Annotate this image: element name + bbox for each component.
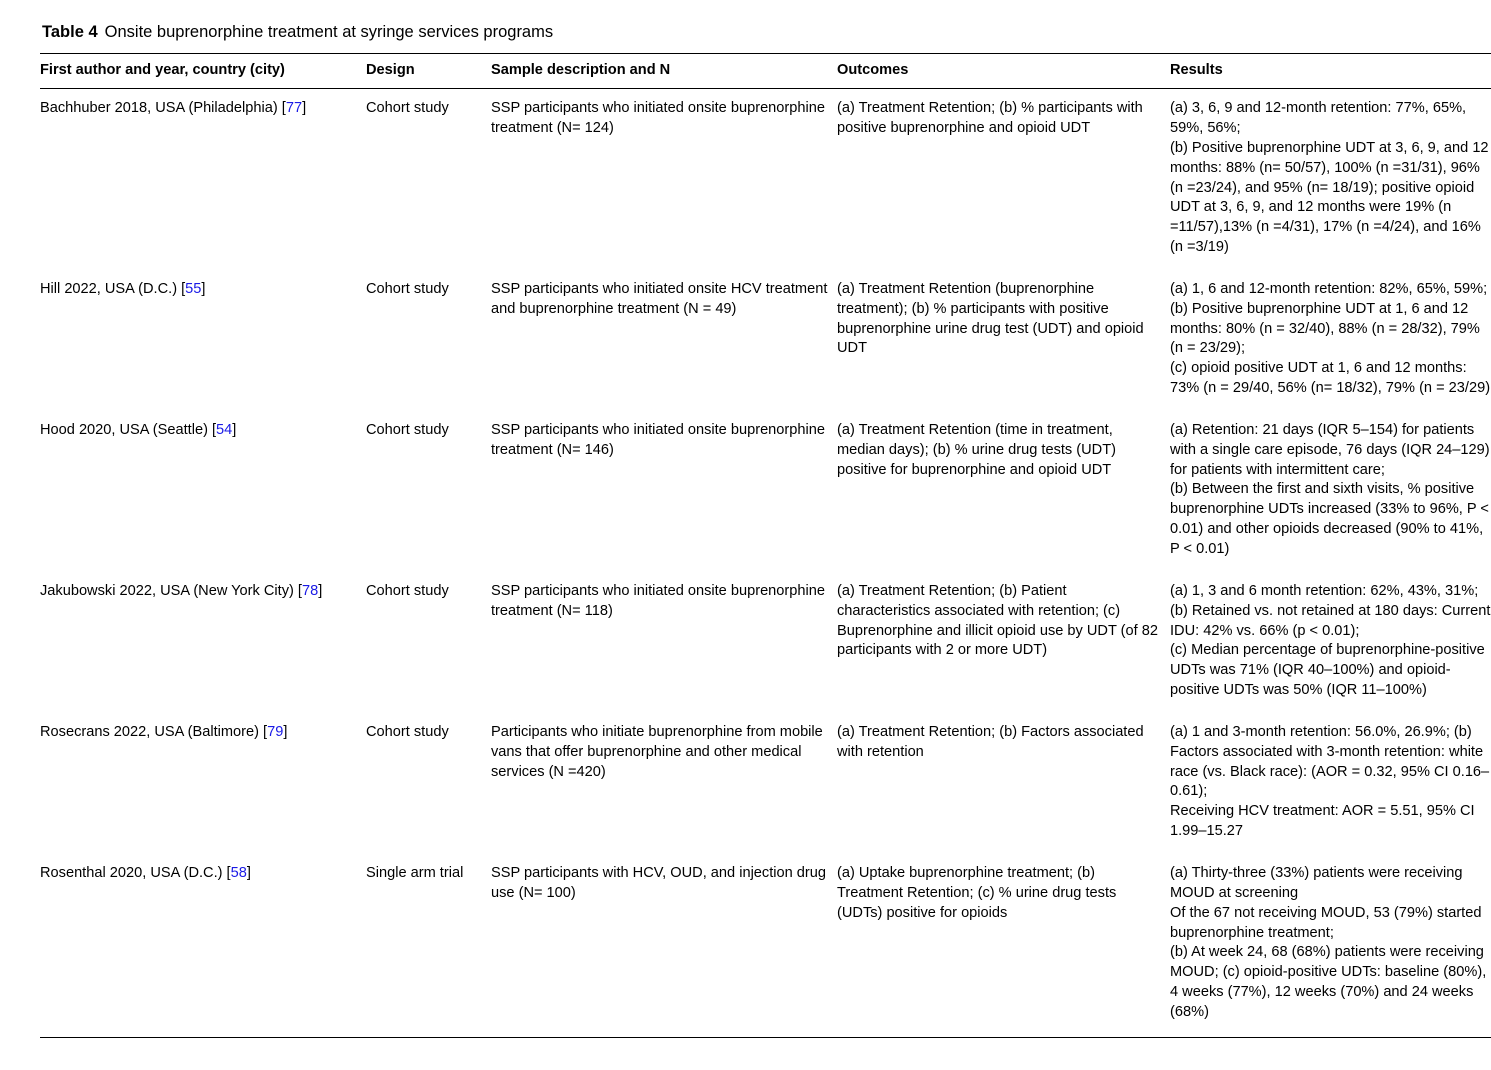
cell-author-year-country (40, 270, 366, 411)
results-line: (a) 3, 6, 9 and 12-month retention: 77%, 65%, 59%, 56%; (1170, 100, 1467, 136)
table-caption (42, 22, 1463, 43)
reference-link[interactable]: 58 (230, 864, 247, 881)
table-row (40, 713, 1491, 854)
cell-outcomes: (a) Treatment Retention; (b) % participants with positive buprenorphine and opioid UDT (837, 100, 1143, 136)
cell-design: Cohort study (366, 100, 449, 117)
cell-design: Single arm trial (366, 854, 491, 1037)
cell-sample-description (491, 89, 837, 270)
table-caption-text: Onsite buprenorphine treatment at syringe services programs (104, 23, 554, 41)
results-line: (b) Positive buprenorphine UDT at 1, 6 and 12 months: 80% (n = 32/40), 88% (n = 28/32), 79% (n = 23/29); (1170, 300, 1480, 357)
sample-description-text: SSP participants with HCV, OUD, and injection drug use (N= 100) (491, 864, 827, 901)
author-text: Rosecrans 2022, USA (Baltimore) [ (40, 723, 268, 740)
results-line: (b) At week 24, 68 (68%) patients were receiving MOUD; (c) opioid-positive UDTs: baseline (80%), 4 weeks (77%), 12 weeks (70%) and 24 weeks (68%) (1170, 944, 1487, 1020)
cell-results (1170, 854, 1491, 1037)
author-bracket-close: ] (201, 280, 206, 297)
author-bracket-close: ] (283, 723, 288, 740)
cell-design: Cohort study (366, 582, 449, 599)
results-line: (a) 1, 6 and 12-month retention: 82%, 65%, 59%; (1170, 280, 1488, 297)
sample-description-text: SSP participants who initiated onsite buprenorphine treatment (N= 146) (491, 421, 825, 458)
cell-sample-description (491, 411, 837, 572)
column-header-design: Design (366, 53, 491, 89)
author-text: Rosenthal 2020, USA (D.C.) [ (40, 864, 231, 881)
cell-design: Cohort study (366, 280, 449, 297)
results-line: (a) 1, 3 and 6 month retention: 62%, 43%, 31%; (1170, 582, 1479, 599)
author-bracket-close: ] (302, 100, 307, 117)
cell-results (1170, 411, 1491, 572)
sample-description-text: SSP participants who initiated onsite buprenorphine treatment (N= 124) (491, 100, 825, 136)
table-row (40, 411, 1491, 572)
cell-sample-description (491, 572, 837, 713)
results-line: (b) Positive buprenorphine UDT at 3, 6, 9, and 12 months: 88% (n= 50/57), 100% (n =31/31), 96% (n =23/24), and 95% (n= 18/19); positive opioid UDT at 3, 6, 9, and 12 months were 19% (n =11/57),13% (n =4/31), 17% (n =4/24), and 16% (n =3/19) (1170, 139, 1489, 256)
cell-outcomes: (a) Treatment Retention; (b) Factors associated with retention (837, 723, 1144, 760)
reference-link[interactable]: 79 (267, 723, 284, 740)
cell-sample-description (491, 270, 837, 411)
table-header (40, 53, 1491, 89)
reference-link[interactable]: 55 (185, 280, 202, 297)
author-text: Bachhuber 2018, USA (Philadelphia) [ (40, 100, 286, 117)
column-header-sample: Sample description and N (491, 53, 837, 89)
cell-results (1170, 270, 1491, 411)
table-caption-label: Table 4 (42, 23, 98, 41)
cell-author-year-country (40, 411, 366, 572)
table-row (40, 572, 1491, 713)
reference-link[interactable]: 78 (302, 582, 319, 599)
cell-author-year-country (40, 854, 366, 1037)
cell-author-year-country (40, 572, 366, 713)
column-header-results: Results (1170, 53, 1491, 89)
table-row (40, 89, 1491, 270)
cell-outcomes: (a) Treatment Retention (buprenorphine treatment); (b) % participants with positive buprenorphine urine drug test (UDT) and opioid UDT (837, 280, 1144, 357)
cell-outcomes: (a) Uptake buprenorphine treatment; (b) Treatment Retention; (c) % urine drug tests (UDTs) positive for opioids (837, 854, 1170, 1037)
results-line: (a) 1 and 3-month retention: 56.0%, 26.9%; (b) Factors associated with 3-month retention: white race (vs. Black race): (AOR = 0.32, 95% CI 0.16–0.61); (1170, 723, 1490, 800)
cell-design: Cohort study (366, 421, 449, 438)
results-line: Of the 67 not receiving MOUD, 53 (79%) started buprenorphine treatment; (1170, 904, 1482, 941)
cell-sample-description (491, 854, 837, 1037)
results-line: Receiving HCV treatment: AOR = 5.51, 95% CI 1.99–15.27 (1170, 803, 1475, 840)
sample-description-text: Participants who initiate buprenorphine from mobile vans that offer buprenorphine and other medical services (N =420) (491, 723, 823, 780)
cell-results (1170, 713, 1491, 854)
reference-link[interactable]: 54 (216, 421, 233, 438)
cell-results (1170, 572, 1491, 713)
table-body (40, 89, 1491, 1038)
cell-author-year-country (40, 713, 366, 854)
author-text: Jakubowski 2022, USA (New York City) [ (40, 582, 302, 599)
cell-design: Cohort study (366, 723, 449, 740)
cell-sample-description (491, 713, 837, 854)
column-header-outcomes: Outcomes (837, 53, 1170, 89)
author-bracket-close: ] (232, 421, 237, 438)
results-line: (b) Between the first and sixth visits, % positive buprenorphine UDTs increased (33% to 96%, P < 0.01) and other opioids decreased (90% to 41%, P < 0.01) (1170, 481, 1489, 557)
table-row (40, 854, 1491, 1037)
results-line: (a) Retention: 21 days (IQR 5–154) for patients with a single care episode, 76 days (IQR 24–129) for patients with intermittent care; (1170, 421, 1490, 478)
cell-outcomes: (a) Treatment Retention; (b) Patient characteristics associated with retention; (c) Buprenorphine and illicit opioid use by UDT (of 82 participants with 2 or more UDT) (837, 582, 1158, 659)
results-line: (c) Median percentage of buprenorphine-positive UDTs was 71% (IQR 40–100%) and opioid-positive UDTs was 50% (IQR 11–100%) (1170, 642, 1485, 699)
results-line: (a) Thirty-three (33%) patients were receiving MOUD at screening (1170, 864, 1463, 901)
cell-outcomes: (a) Treatment Retention (time in treatment, median days); (b) % urine drug tests (UDT) positive for buprenorphine and opioid UDT (837, 421, 1116, 478)
results-line: (b) Retained vs. not retained at 180 days: Current IDU: 42% vs. 66% (p < 0.01); (1170, 602, 1491, 639)
results-line: (c) opioid positive UDT at 1, 6 and 12 months: 73% (n = 29/40, 56% (n= 18/32), 79% (n = 23/29) (1170, 360, 1491, 397)
table-header-row (40, 53, 1491, 89)
column-header-author: First author and year, country (city) (40, 53, 366, 89)
cell-author-year-country (40, 89, 366, 270)
sample-description-text: SSP participants who initiated onsite HCV treatment and buprenorphine treatment (N = 49) (491, 280, 828, 317)
author-text: Hood 2020, USA (Seattle) [ (40, 421, 217, 438)
data-table (40, 53, 1491, 1038)
reference-link[interactable]: 77 (285, 100, 303, 117)
table-row (40, 270, 1491, 411)
author-text: Hill 2022, USA (D.C.) [ (40, 280, 186, 297)
cell-results (1170, 89, 1491, 270)
author-bracket-close: ] (246, 864, 251, 881)
sample-description-text: SSP participants who initiated onsite buprenorphine treatment (N= 118) (491, 582, 825, 619)
author-bracket-close: ] (318, 582, 323, 599)
